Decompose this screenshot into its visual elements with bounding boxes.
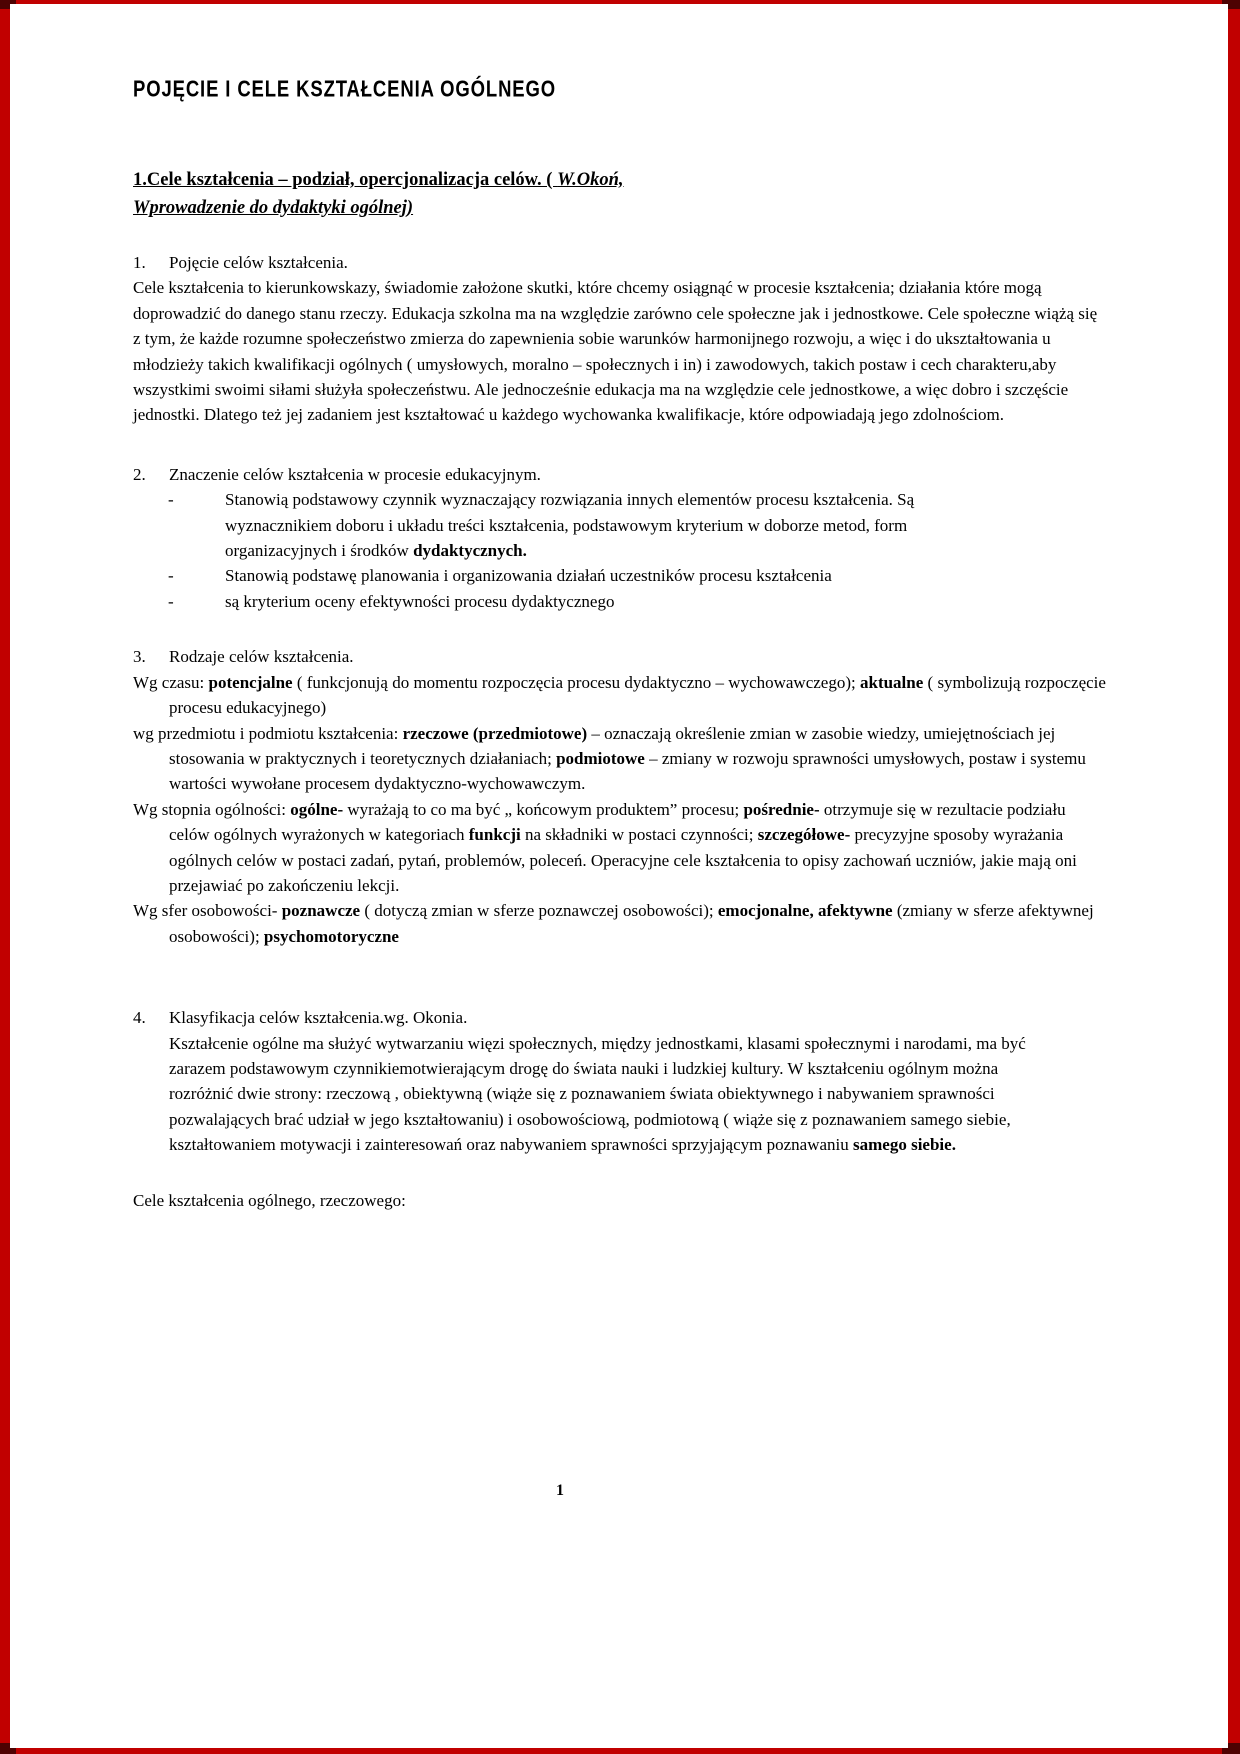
document-title-line-1: 1.Cele kształcenia – podział, opercjonalizacja celów. ( W.Okoń, — [133, 170, 624, 190]
section-4-number: 4. — [133, 1008, 146, 1028]
list-item — [168, 589, 1018, 614]
list-item-text: Stanowią podstawę planowania i organizowania działań uczestników procesu kształcenia — [225, 566, 832, 586]
bullet-marker: - — [168, 591, 174, 611]
section-1-paragraph: Cele kształcenia to kierunkowskazy, świadomie założone skutki, które chcemy osiągnąć w procesie kształcenia; działania które mogą doprowadzić do danego stanu rzeczy. Edukacja szkolna ma na względzie zarówno cele społeczne jak i jednostkowe. Cele społeczne wiążą się z tym, że każde rozumne społeczeństwo zmierza do zapewnienia sobie warunków harmonijnego rozwoju, a więc i do ukształtowania u młodzieży takich kwalifikacji ogólnych ( umysłowych, moralno – społecznych i in) i zawodowych, takich postaw i cech charakteru,aby wszystkimi swoimi siłami służyła społeczeństwu. Ale jednocześnie edukacja ma na względzie cele jednostkowe, a więc dobro i szczęście jednostki. Dlatego też jej zadaniem jest kształtować u każdego wychowanka kwalifikacje, które odpowiadają jego zdolnościom. — [133, 278, 1098, 425]
section-2-heading-text: Znaczenie celów kształcenia w procesie edukacyjnym. — [169, 464, 541, 484]
section-3-paragraph-personality: Wg sfer osobowości- poznawcze ( dotyczą zmian w sferze poznawczej osobowości); emocjonalne, afektywne (zmiany w sferze afektywnej osobowości); psychomotoryczne — [133, 901, 1094, 946]
bullet-marker: - — [168, 566, 174, 586]
section-2-number: 2. — [133, 464, 146, 484]
section-1-heading — [133, 250, 1108, 275]
list-item — [168, 487, 1018, 563]
page-number: 1 — [556, 1482, 564, 1499]
document-page — [10, 4, 1228, 1748]
section-3-paragraph-generality: Wg stopnia ogólności: ogólne- wyrażają to co ma być „ końcowym produktem” procesu; pośrednie- otrzymuje się w rezultacie podziału celów ogólnych wyrażonych w kategoriach funkcji na składniki w postaci czynności; szczegółowe- precyzyjne sposoby wyrażania ogólnych celów w postaci zadań, pytań, problemów, poleceń. Operacyjne cele kształcenia to opisy zachowań uczniów, jakie mają oni przejawiać po zakończeniu lekcji. — [133, 799, 1077, 895]
list-item — [168, 563, 1018, 588]
section-1-heading-text: Pojęcie celów kształcenia. — [169, 253, 348, 272]
bullet-marker: - — [168, 490, 174, 510]
section-3-number: 3. — [133, 647, 146, 667]
document-header — [133, 78, 1108, 104]
closing-line: Cele kształcenia ogólnego, rzeczowego: — [133, 1190, 406, 1210]
section-3-heading — [133, 644, 1108, 669]
section-4-paragraph: Kształcenie ogólne ma służyć wytwarzaniu więzi społecznych, między jednostkami, klasami społecznymi i narodami, ma być zarazem podstawowym czynnikiemotwierającym drogę do świata nauki i ludzkiej kultury. W kształceniu ogólnym można rozróżnić dwie strony: rzeczową , obiektywną (wiąże się z poznawaniem świata obiektywnego i nabywaniem sprawności pozwalających brać udział w jego kształtowaniu) i osobowościową, podmiotową ( wiąże się z poznawaniem samego siebie, kształtowaniem motywacji i zainteresowań oraz nabywaniem sprawności sprzyjającym poznawaniu samego siebie. — [169, 1033, 1026, 1155]
section-3-paragraph-time: Wg czasu: potencjalne ( funkcjonują do momentu rozpoczęcia procesu dydaktyczno – wychowawczego); aktualne ( symbolizują rozpoczęcie procesu edukacyjnego) — [133, 672, 1106, 718]
section-3-paragraph-subject: wg przedmiotu i podmiotu kształcenia: rzeczowe (przedmiotowe) – oznaczają określenie zmian w zasobie wiedzy, umiejętnościach jej stosowania w praktycznych i teoretycznych działaniach; podmiotowe – zmiany w rozwoju sprawności umysłowych, postaw i systemu wartości wywołane procesem dydaktyczno-wychowawczym. — [133, 723, 1086, 794]
section-3-heading-text: Rodzaje celów kształcenia. — [169, 647, 354, 667]
section-2-heading — [133, 462, 1108, 487]
document-header-title: POJĘCIE I CELE KSZTAŁCENIA OGÓLNEGO — [133, 77, 557, 102]
list-item-text: są kryterium oceny efektywności procesu dydaktycznego — [225, 591, 615, 611]
section-1-number: 1. — [133, 253, 146, 272]
document-title — [133, 166, 1108, 222]
document-title-line-2: Wprowadzenie do dydaktyki ogólnej) — [133, 198, 414, 218]
list-item-text: Stanowią podstawowy czynnik wyznaczający rozwiązania innych elementów procesu kształcenia. Są wyznacznikiem doboru i układu treści kształcenia, podstawowym kryterium w doborze metod, form organizacyjnych i środków dydaktycznych. — [225, 490, 915, 561]
section-4-heading — [133, 1005, 1108, 1030]
section-4-heading-text: Klasyfikacja celów kształcenia.wg. Okonia. — [169, 1008, 468, 1028]
